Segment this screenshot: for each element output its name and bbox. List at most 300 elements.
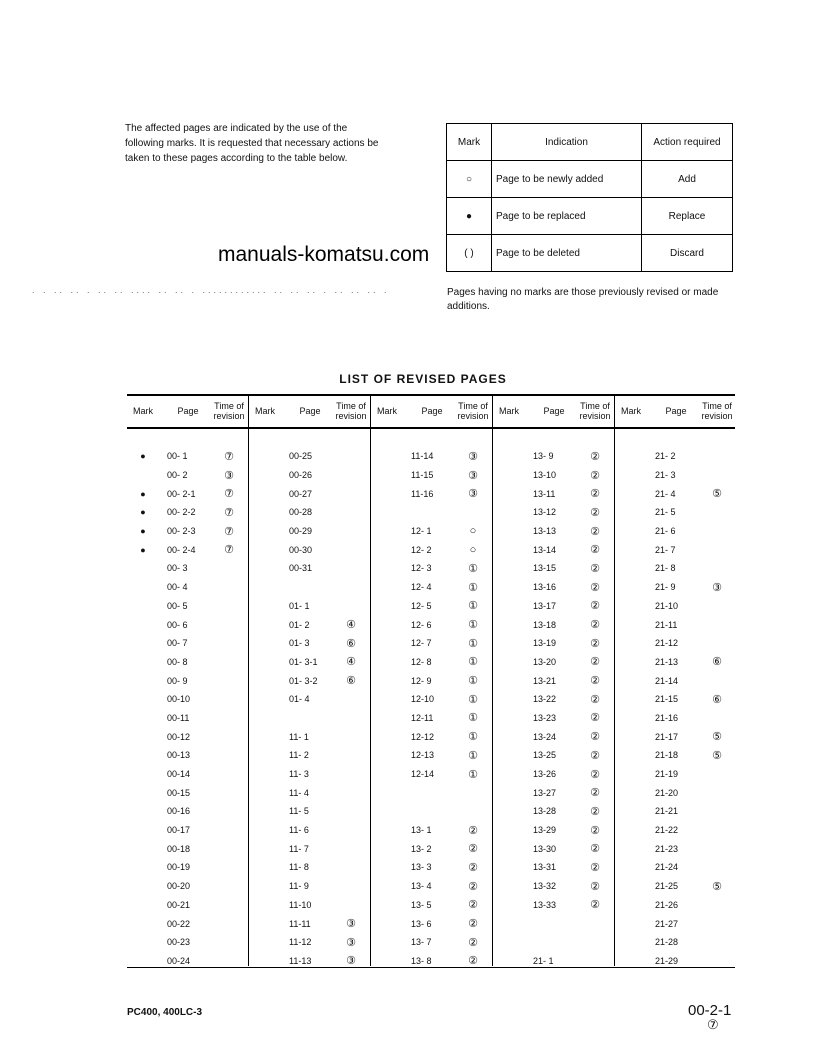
revision-column — [615, 396, 737, 970]
table-row — [371, 578, 493, 597]
legend-header-mark: Mark — [447, 124, 492, 161]
table-row — [615, 466, 737, 485]
table-row — [493, 727, 615, 746]
revision-cell: ② — [590, 843, 600, 856]
table-row — [371, 447, 493, 466]
page-cell: 21- 2 — [655, 451, 676, 462]
page-cell: 00- 2-4 — [167, 544, 196, 555]
page-cell: 11- 2 — [289, 750, 309, 761]
page-cell: 12- 3 — [411, 563, 432, 574]
revision-column — [249, 396, 371, 970]
page-cell: 21- 7 — [655, 544, 676, 555]
table-row — [615, 671, 737, 690]
table-row — [615, 765, 737, 784]
header-page: Page — [177, 406, 199, 416]
table-row — [371, 727, 493, 746]
revision-cell: ② — [590, 899, 600, 912]
revision-cell: ① — [468, 619, 478, 632]
page-cell: 00- 6 — [167, 619, 188, 630]
page-cell: 12-14 — [411, 769, 435, 780]
table-row — [127, 578, 249, 597]
table-row — [249, 503, 371, 522]
page-cell: 00-25 — [289, 451, 313, 462]
page-cell: 00-12 — [167, 731, 191, 742]
page-cell: 00- 2-3 — [167, 526, 196, 537]
column-header — [127, 396, 249, 426]
revision-cell: ② — [590, 600, 600, 613]
revision-cell: ① — [468, 749, 478, 762]
page-cell: 21-21 — [655, 806, 679, 817]
page-cell: 13- 6 — [411, 918, 432, 929]
table-row — [493, 802, 615, 821]
revision-cell: ② — [590, 805, 600, 818]
revision-cell: ⑥ — [346, 675, 356, 688]
table-row — [127, 839, 249, 858]
dotted-divider: . . .. .. . .. .. .... .. .. . ............ .. .. .. . .. .. .. . — [32, 285, 390, 295]
table-row — [615, 653, 737, 672]
header-page: Page — [299, 406, 321, 416]
page-cell: 13- 8 — [411, 955, 432, 966]
page-cell: 00-14 — [167, 769, 191, 780]
header-mark: Mark — [621, 406, 641, 416]
revision-cell: ① — [468, 712, 478, 725]
page-cell: 12-12 — [411, 731, 435, 742]
page-cell: 21-22 — [655, 825, 679, 836]
page-cell: 21-29 — [655, 955, 679, 966]
column-divider — [370, 396, 371, 966]
table-row — [249, 746, 371, 765]
page-cell: 12-11 — [411, 712, 434, 723]
legend-indication: Page to be replaced — [492, 198, 642, 235]
page-cell: 00- 7 — [167, 638, 188, 649]
page-cell: 00-21 — [167, 899, 191, 910]
table-row — [493, 858, 615, 877]
page-cell: 01- 1 — [289, 600, 310, 611]
page-cell: 01- 2 — [289, 619, 310, 630]
table-row — [371, 765, 493, 784]
page-cell: 21-17 — [655, 731, 679, 742]
header-time: Time of revision — [457, 401, 489, 421]
revision-cell: ○ — [469, 543, 477, 556]
column-header — [371, 396, 493, 426]
revision-cell: ② — [590, 675, 600, 688]
revision-cell: ② — [468, 824, 478, 837]
table-row — [615, 597, 737, 616]
table-row — [127, 484, 249, 503]
legend-indication: Page to be deleted — [492, 235, 642, 272]
table-row — [371, 802, 493, 821]
revision-cell: ③ — [712, 581, 722, 594]
page-cell: 13-30 — [533, 843, 557, 854]
column-header — [493, 396, 615, 426]
table-row — [615, 578, 737, 597]
table-row — [493, 914, 615, 933]
revision-cell: ② — [590, 656, 600, 669]
revision-cell: ① — [468, 637, 478, 650]
page-cell: 12-13 — [411, 750, 435, 761]
page-cell: 11- 6 — [289, 825, 309, 836]
table-row — [127, 503, 249, 522]
table-row — [493, 559, 615, 578]
header-mark: Mark — [133, 406, 153, 416]
page-cell: 00- 5 — [167, 600, 188, 611]
legend-mark: ● — [447, 198, 492, 235]
table-row — [615, 802, 737, 821]
page-cell: 00-22 — [167, 918, 191, 929]
page-cell: 13-17 — [533, 600, 557, 611]
page-cell: 00-20 — [167, 881, 191, 892]
intro-line: The affected pages are indicated by the use of the — [125, 123, 348, 134]
revision-cell: ② — [590, 824, 600, 837]
table-row — [249, 727, 371, 746]
table-row — [493, 709, 615, 728]
page-cell: 11-13 — [289, 955, 312, 966]
table-row — [615, 559, 737, 578]
page-cell: 00-10 — [167, 694, 191, 705]
page-cell: 11- 5 — [289, 806, 309, 817]
revision-cell: ⑤ — [712, 488, 722, 501]
table-row — [249, 896, 371, 915]
page-cell: 00-13 — [167, 750, 191, 761]
table-row — [371, 877, 493, 896]
revision-cell: ③ — [468, 488, 478, 501]
table-row — [493, 484, 615, 503]
legend-action: Discard — [642, 235, 733, 272]
revision-column — [371, 396, 493, 970]
table-row — [615, 447, 737, 466]
revision-cell: ① — [468, 675, 478, 688]
revision-cell: ③ — [346, 955, 356, 968]
table-row — [127, 877, 249, 896]
page-cell: 00- 2-2 — [167, 507, 196, 518]
revision-cell: ⑦ — [224, 544, 234, 557]
page-cell: 21- 6 — [655, 526, 676, 537]
revision-cell: ⑤ — [712, 749, 722, 762]
page-cell: 11-10 — [289, 899, 312, 910]
revision-cell: ① — [468, 693, 478, 706]
revision-column — [127, 396, 249, 970]
revision-cell: ② — [590, 749, 600, 762]
table-row — [127, 933, 249, 952]
table-row — [371, 466, 493, 485]
table-row — [493, 839, 615, 858]
table-row — [615, 690, 737, 709]
page-cell: 13-24 — [533, 731, 557, 742]
page-cell: 00-17 — [167, 825, 191, 836]
mark-cell: ● — [140, 526, 146, 537]
table-row — [249, 690, 371, 709]
page-cell: 00- 2-1 — [167, 488, 196, 499]
header-mark: Mark — [377, 406, 397, 416]
revision-cell: ② — [590, 619, 600, 632]
page-cell: 13- 3 — [411, 862, 432, 873]
table-row — [615, 522, 737, 541]
page-cell: 13-21 — [533, 675, 557, 686]
revision-cell: ② — [590, 731, 600, 744]
revision-cell: ③ — [468, 469, 478, 482]
page-cell: 21- 4 — [655, 488, 676, 499]
column-header — [249, 396, 371, 426]
table-row — [493, 597, 615, 616]
page-cell: 13-27 — [533, 787, 557, 798]
page-cell: 11- 7 — [289, 843, 309, 854]
revision-cell: ⑥ — [712, 693, 722, 706]
revision-cell: ④ — [346, 656, 356, 669]
revision-cell: ③ — [468, 450, 478, 463]
header-page: Page — [421, 406, 443, 416]
page-cell: 21-28 — [655, 937, 679, 948]
table-row — [493, 690, 615, 709]
page-cell: 01- 3-2 — [289, 675, 318, 686]
table-row — [127, 671, 249, 690]
revision-cell: ② — [468, 936, 478, 949]
legend-indication: Page to be newly added — [492, 161, 642, 198]
table-row — [493, 783, 615, 802]
revision-cell: ③ — [346, 936, 356, 949]
table-row — [615, 821, 737, 840]
table-row — [127, 597, 249, 616]
page-cell: 01- 3-1 — [289, 656, 318, 667]
legend-header-action: Action required — [642, 124, 733, 161]
page-cell: 21-25 — [655, 881, 679, 892]
table-row — [127, 540, 249, 559]
revision-cell: ⑥ — [712, 656, 722, 669]
page-cell: 13- 5 — [411, 899, 432, 910]
page-cell: 21-14 — [655, 675, 679, 686]
revision-cell: ② — [590, 861, 600, 874]
legend-mark: ○ — [447, 161, 492, 198]
table-row — [615, 484, 737, 503]
page-cell: 12- 4 — [411, 582, 432, 593]
table-row — [493, 746, 615, 765]
table-row — [249, 914, 371, 933]
page-cell: 13-12 — [533, 507, 557, 518]
table-row — [371, 559, 493, 578]
revision-cell: ③ — [346, 918, 356, 931]
revision-cell: ④ — [346, 619, 356, 632]
table-row — [127, 727, 249, 746]
table-row — [127, 783, 249, 802]
watermark: manuals-komatsu.com — [218, 243, 430, 266]
table-row — [493, 653, 615, 672]
page-cell: 12-10 — [411, 694, 435, 705]
table-row — [615, 933, 737, 952]
revision-cell: ② — [468, 918, 478, 931]
page-cell: 00-28 — [289, 507, 313, 518]
table-row — [249, 634, 371, 653]
page-revision: ⑦ — [707, 1017, 719, 1032]
page-cell: 21-13 — [655, 656, 679, 667]
page-cell: 11-11 — [289, 918, 311, 929]
table-row — [127, 653, 249, 672]
table-row — [493, 447, 615, 466]
legend-mark: ( ) — [447, 235, 492, 272]
table-row — [371, 709, 493, 728]
table-row — [371, 783, 493, 802]
table-row — [615, 858, 737, 877]
table-row — [615, 615, 737, 634]
page-cell: 11-12 — [289, 937, 312, 948]
revision-cell: ② — [590, 712, 600, 725]
table-row — [249, 559, 371, 578]
page-cell: 12- 2 — [411, 544, 432, 555]
revision-cell: ① — [468, 600, 478, 613]
table-row — [493, 522, 615, 541]
column-divider — [248, 396, 249, 966]
page-cell: 11- 3 — [289, 769, 309, 780]
revision-cell: ② — [590, 768, 600, 781]
table-row — [493, 765, 615, 784]
revision-cell: ② — [590, 787, 600, 800]
table-row — [249, 615, 371, 634]
table-row — [249, 540, 371, 559]
revision-cell: ③ — [224, 469, 234, 482]
header-mark: Mark — [255, 406, 275, 416]
revision-cell: ② — [590, 637, 600, 650]
page-cell: 12- 7 — [411, 638, 432, 649]
header-time: Time of revision — [335, 401, 367, 421]
table-row — [249, 466, 371, 485]
header-time: Time of revision — [213, 401, 245, 421]
mark-cell: ● — [140, 451, 146, 462]
page-title: LIST OF REVISED PAGES — [339, 372, 507, 386]
header-time: Time of revision — [701, 401, 733, 421]
page-cell: 21-23 — [655, 843, 679, 854]
revision-cell: ② — [590, 693, 600, 706]
table-row — [127, 765, 249, 784]
table-row — [127, 690, 249, 709]
page-number: 00-2-1 — [688, 1002, 732, 1019]
page-cell: 21-24 — [655, 862, 679, 873]
page-cell: 21-20 — [655, 787, 679, 798]
page-cell: 00-30 — [289, 544, 313, 555]
table-row — [127, 615, 249, 634]
table-row — [493, 578, 615, 597]
page-cell: 00-29 — [289, 526, 313, 537]
intro-text — [125, 121, 417, 166]
table-row — [249, 821, 371, 840]
page-cell: 11- 1 — [289, 731, 309, 742]
revision-cell: ⑥ — [346, 637, 356, 650]
page-cell: 21-19 — [655, 769, 679, 780]
intro-line: following marks. It is requested that necessary actions be — [125, 138, 379, 149]
page-cell: 21- 8 — [655, 563, 676, 574]
column-divider — [492, 396, 493, 966]
table-row — [493, 503, 615, 522]
page-cell: 13-19 — [533, 638, 557, 649]
table-row — [371, 634, 493, 653]
table-row — [249, 653, 371, 672]
page-cell: 11- 9 — [289, 881, 309, 892]
page-cell: 13-33 — [533, 899, 557, 910]
revision-cell: ② — [468, 880, 478, 893]
page-cell: 13-26 — [533, 769, 557, 780]
table-bottom-rule — [127, 967, 735, 968]
table-row — [249, 839, 371, 858]
page-cell: 11- 4 — [289, 787, 309, 798]
table-row — [127, 746, 249, 765]
page-cell: 21-10 — [655, 600, 679, 611]
revision-cell: ② — [590, 581, 600, 594]
table-row — [249, 783, 371, 802]
table-row — [249, 447, 371, 466]
page-cell: 00-24 — [167, 955, 191, 966]
page-cell: 21-16 — [655, 712, 679, 723]
page-cell: 00- 3 — [167, 563, 188, 574]
revision-cell: ② — [468, 899, 478, 912]
revision-cell: ① — [468, 562, 478, 575]
page-cell: 11-16 — [411, 488, 434, 499]
table-row — [371, 821, 493, 840]
revision-cell: ② — [590, 880, 600, 893]
table-row — [615, 503, 737, 522]
table-row — [249, 858, 371, 877]
page-cell: 21-15 — [655, 694, 679, 705]
page-cell: 00- 4 — [167, 582, 188, 593]
table-row — [371, 540, 493, 559]
table-row — [615, 746, 737, 765]
page-cell: 21- 1 — [533, 955, 554, 966]
table-row — [371, 690, 493, 709]
table-row — [371, 671, 493, 690]
page-cell: 13-25 — [533, 750, 557, 761]
page-cell: 11-15 — [411, 470, 434, 481]
table-row — [127, 896, 249, 915]
page-cell: 00- 9 — [167, 675, 188, 686]
page-cell: 21-12 — [655, 638, 679, 649]
revision-cell: ② — [590, 469, 600, 482]
page-cell: 11-14 — [411, 451, 434, 462]
page-cell: 13-20 — [533, 656, 557, 667]
table-row — [493, 933, 615, 952]
revision-cell: ⑦ — [224, 450, 234, 463]
table-row — [249, 597, 371, 616]
table-row — [127, 466, 249, 485]
page-cell: 00-16 — [167, 806, 191, 817]
page-cell: 00-31 — [289, 563, 313, 574]
table-row — [615, 540, 737, 559]
revision-cell: ○ — [469, 525, 477, 538]
page-cell: 21- 5 — [655, 507, 676, 518]
page-cell: 21-26 — [655, 899, 679, 910]
table-row — [127, 559, 249, 578]
page-cell: 13-32 — [533, 881, 557, 892]
page-cell: 12- 8 — [411, 656, 432, 667]
intro-line: taken to these pages according to the table below. — [125, 153, 348, 164]
page-cell: 00-18 — [167, 843, 191, 854]
revision-cell: ⑦ — [224, 525, 234, 538]
table-row — [371, 522, 493, 541]
revision-cell: ⑦ — [224, 488, 234, 501]
table-row — [127, 447, 249, 466]
page-cell: 13-14 — [533, 544, 557, 555]
table-row — [371, 839, 493, 858]
page-cell: 01- 4 — [289, 694, 310, 705]
revision-cell: ① — [468, 581, 478, 594]
table-row — [371, 653, 493, 672]
table-row — [127, 914, 249, 933]
page-cell: 00- 2 — [167, 470, 188, 481]
table-row — [127, 522, 249, 541]
revision-cell: ① — [468, 768, 478, 781]
page-cell: 12- 6 — [411, 619, 432, 630]
page-cell: 21-27 — [655, 918, 679, 929]
page-cell: 00-27 — [289, 488, 313, 499]
page-cell: 01- 3 — [289, 638, 310, 649]
revision-cell: ② — [590, 544, 600, 557]
revision-cell: ② — [468, 861, 478, 874]
page-cell: 12- 5 — [411, 600, 432, 611]
